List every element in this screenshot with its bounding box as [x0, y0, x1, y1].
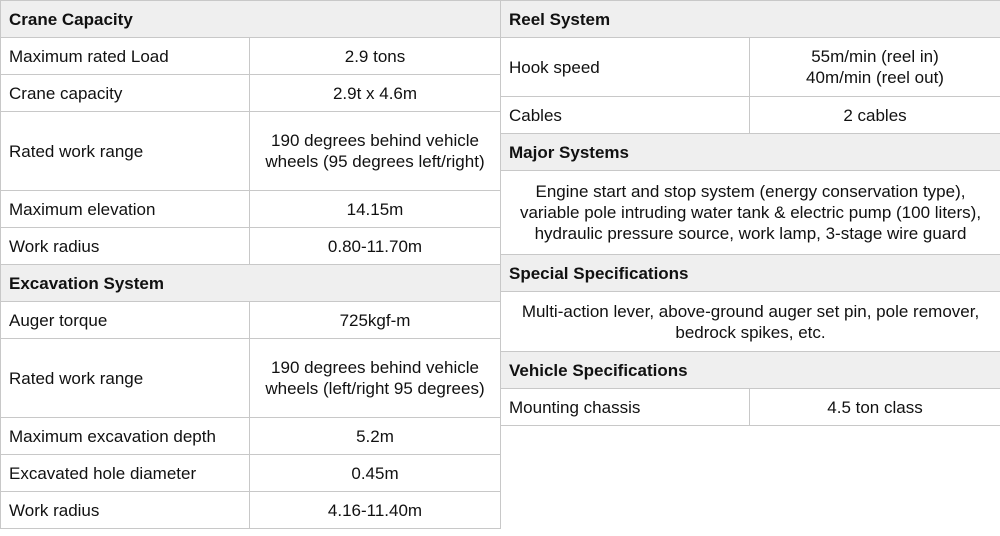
row-value: 4.5 ton class	[750, 389, 1000, 426]
row-label: Mounting chassis	[501, 389, 750, 426]
row-value: 725kgf-m	[250, 302, 501, 339]
left-spec-column	[0, 0, 500, 529]
section-header-excavation-system	[1, 265, 501, 302]
section-header-crane-capacity	[1, 1, 501, 38]
left-spec-table	[0, 0, 501, 529]
section-header-special-specifications	[501, 255, 1000, 292]
hook-speed-reel-in: 55m/min (reel in)	[811, 47, 939, 66]
table-row	[1, 339, 501, 418]
section-title: Vehicle Specifications	[501, 352, 1000, 389]
section-title: Excavation System	[1, 265, 501, 302]
row-value: 2.9t x 4.6m	[250, 75, 501, 112]
row-label: Rated work range	[1, 112, 250, 191]
hook-speed-reel-out: 40m/min (reel out)	[806, 68, 944, 87]
row-label: Maximum elevation	[1, 191, 250, 228]
section-title: Reel System	[501, 1, 1000, 38]
section-header-vehicle-specifications	[501, 352, 1000, 389]
table-row	[1, 75, 501, 112]
section-header-reel-system	[501, 1, 1000, 38]
section-title: Special Specifications	[501, 255, 1000, 292]
section-header-major-systems	[501, 134, 1000, 171]
section-title: Major Systems	[501, 134, 1000, 171]
row-value: 0.45m	[250, 455, 501, 492]
table-row	[1, 455, 501, 492]
table-row	[501, 389, 1000, 426]
table-row	[1, 228, 501, 265]
table-row	[1, 191, 501, 228]
row-label: Cables	[501, 97, 750, 134]
row-value: 5.2m	[250, 418, 501, 455]
row-label: Maximum rated Load	[1, 38, 250, 75]
row-label: Rated work range	[1, 339, 250, 418]
table-row	[1, 418, 501, 455]
row-label: Maximum excavation depth	[1, 418, 250, 455]
row-value: 14.15m	[250, 191, 501, 228]
row-value: 0.80-11.70m	[250, 228, 501, 265]
table-row	[1, 492, 501, 529]
table-row	[1, 38, 501, 75]
row-value	[750, 38, 1000, 97]
right-spec-table	[500, 0, 1000, 426]
row-value: 190 degrees behind vehicle wheels (95 degrees left/right)	[250, 112, 501, 191]
row-value: 4.16-11.40m	[250, 492, 501, 529]
row-label: Auger torque	[1, 302, 250, 339]
row-label: Crane capacity	[1, 75, 250, 112]
table-row	[501, 38, 1000, 97]
row-value: 2 cables	[750, 97, 1000, 134]
table-row	[501, 171, 1000, 255]
row-label: Work radius	[1, 228, 250, 265]
row-label: Hook speed	[501, 38, 750, 97]
row-value: 2.9 tons	[250, 38, 501, 75]
table-row	[501, 292, 1000, 352]
row-label: Excavated hole diameter	[1, 455, 250, 492]
section-title: Crane Capacity	[1, 1, 501, 38]
table-row	[1, 302, 501, 339]
table-row	[1, 112, 501, 191]
row-value: 190 degrees behind vehicle wheels (left/right 95 degrees)	[250, 339, 501, 418]
row-label: Work radius	[1, 492, 250, 529]
right-spec-column	[500, 0, 1000, 426]
special-specifications-text: Multi-action lever, above-ground auger set pin, pole remover, bedrock spikes, etc.	[501, 292, 1000, 352]
major-systems-text: Engine start and stop system (energy conservation type), variable pole intruding water tank & electric pump (100 liters), hydraulic pressure source, work lamp, 3-stage wire guard	[501, 171, 1000, 255]
table-row	[501, 97, 1000, 134]
